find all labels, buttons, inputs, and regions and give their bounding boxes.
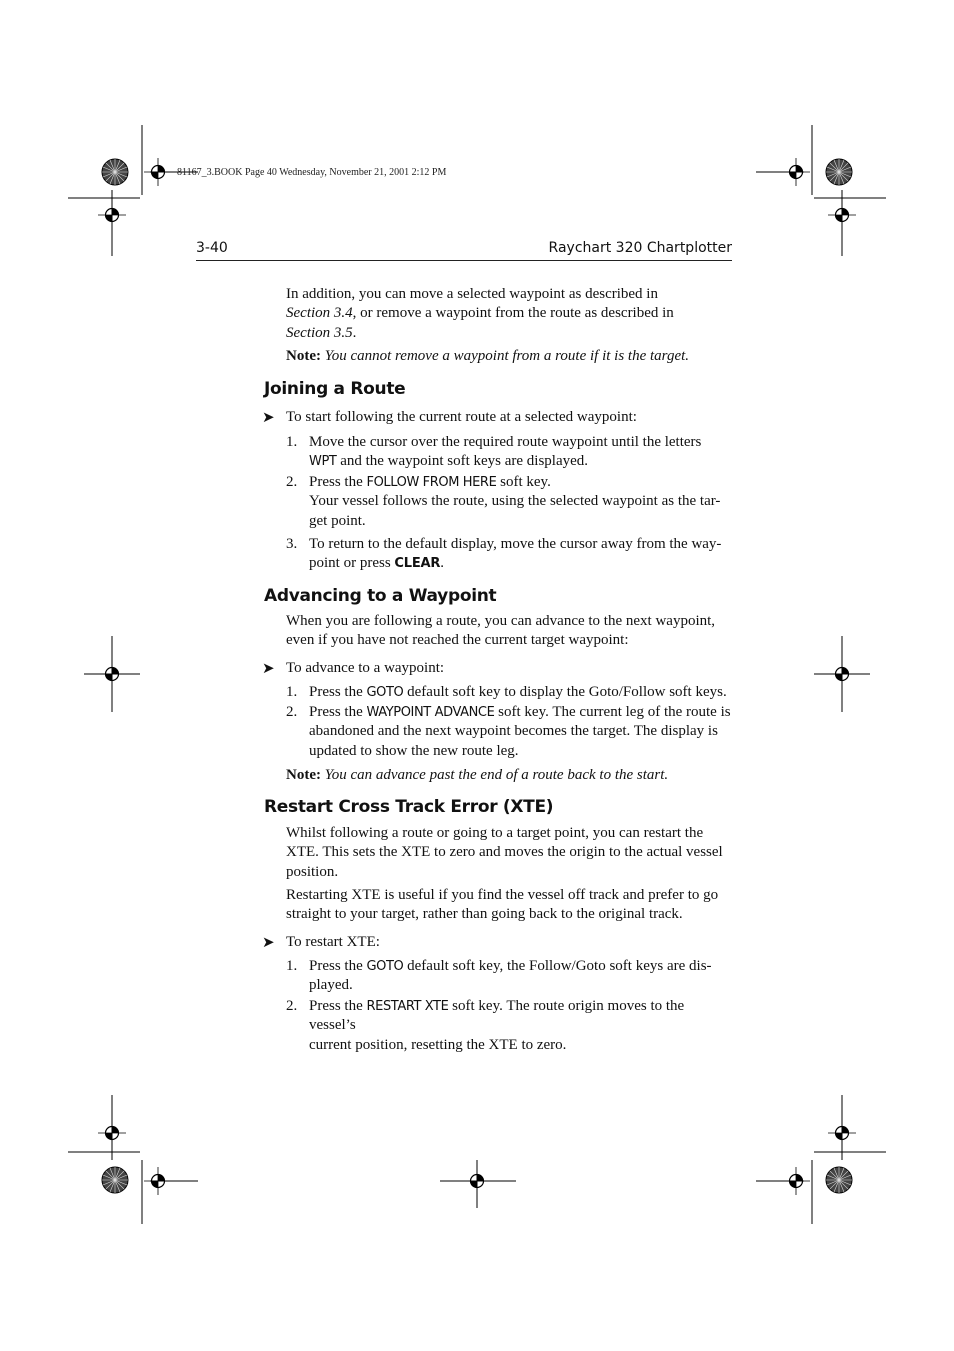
softkey-label: GOTO [366, 685, 404, 700]
heading-restart-xte: Restart Cross Track Error (XTE) [264, 797, 554, 817]
page-number: 3-40 [196, 240, 228, 256]
advancing-step-1: Press the GOTO default soft key to display the Goto/Follow soft keys. [309, 684, 727, 700]
advancing-intro: When you are following a route, you can advance to the next waypoint, even if you have not reached the current target waypoint: [286, 613, 716, 649]
step-number: 1. [286, 958, 298, 974]
restart-step-2: Press the RESTART XTE soft key. The route origin moves to the vessel’s current position, resetting the XTE to zero. [309, 998, 685, 1053]
step-number: 3. [286, 536, 298, 552]
joining-step-1: Move the cursor over the required route waypoint until the letters WPT and the waypoint soft keys are displayed. [309, 434, 702, 470]
heading-advancing-to-a-waypoint: Advancing to a Waypoint [264, 586, 497, 606]
key-label: CLEAR [394, 556, 441, 572]
intro-note: Note: You cannot remove a waypoint from a route if it is the target. [286, 348, 690, 364]
heading-joining-a-route: Joining a Route [264, 379, 406, 399]
section-ref[interactable]: Section 3.5 [286, 324, 353, 341]
softkey-label: FOLLOW FROM HERE [366, 475, 497, 490]
section-ref[interactable]: Section 3.4 [286, 305, 353, 322]
header-rule [196, 260, 732, 261]
softkey-label: GOTO [366, 959, 404, 974]
advancing-step-2: Press the WAYPOINT ADVANCE soft key. The current leg of the route is abandoned and the next waypoint becomes the target. The display is updated to show the new route leg. [309, 704, 731, 759]
restart-lead: To restart XTE: [286, 934, 380, 950]
step-number: 2. [286, 474, 298, 490]
step-number: 2. [286, 704, 298, 720]
restart-step-1: Press the GOTO default soft key, the Follow/Goto soft keys are dis- played. [309, 958, 712, 994]
advancing-lead: To advance to a waypoint: [286, 660, 445, 676]
softkey-label: WAYPOINT ADVANCE [366, 705, 495, 720]
joining-lead: To start following the current route at a selected waypoint: [286, 409, 637, 425]
softkey-label: RESTART XTE [366, 999, 449, 1014]
joining-step-2: Press the FOLLOW FROM HERE soft key. Your vessel follows the route, using the selected waypoint as the tar- get point. [309, 474, 721, 529]
intro-paragraph: In addition, you can move a selected waypoint as described in Section 3.4, or remove a waypoint from the route as described in Section 3.5. [286, 286, 674, 341]
joining-step-3: To return to the default display, move the cursor away from the way- point or press CLEAR. [309, 536, 722, 572]
bullet-arrow-icon: ➤ [262, 659, 275, 677]
step-number: 1. [286, 434, 298, 450]
bullet-arrow-icon: ➤ [262, 408, 275, 426]
step-number: 1. [286, 684, 298, 700]
advancing-note: Note: You can advance past the end of a route back to the start. [286, 767, 669, 783]
restart-paragraph-2: Restarting XTE is useful if you find the vessel off track and prefer to go straight to your target, rather than going back to the original track. [286, 887, 719, 923]
print-slug: 81167_3.BOOK Page 40 Wednesday, November 21, 2001 2:12 PM [177, 167, 447, 178]
restart-paragraph-1: Whilst following a route or going to a target point, you can restart the XTE. This sets the XTE to zero and moves the origin to the actual vessel position. [286, 825, 723, 880]
running-header-title: Raychart 320 Chartplotter [548, 240, 732, 256]
step-number: 2. [286, 998, 298, 1014]
softkey-label: WPT [309, 454, 337, 470]
bullet-arrow-icon: ➤ [262, 933, 275, 951]
